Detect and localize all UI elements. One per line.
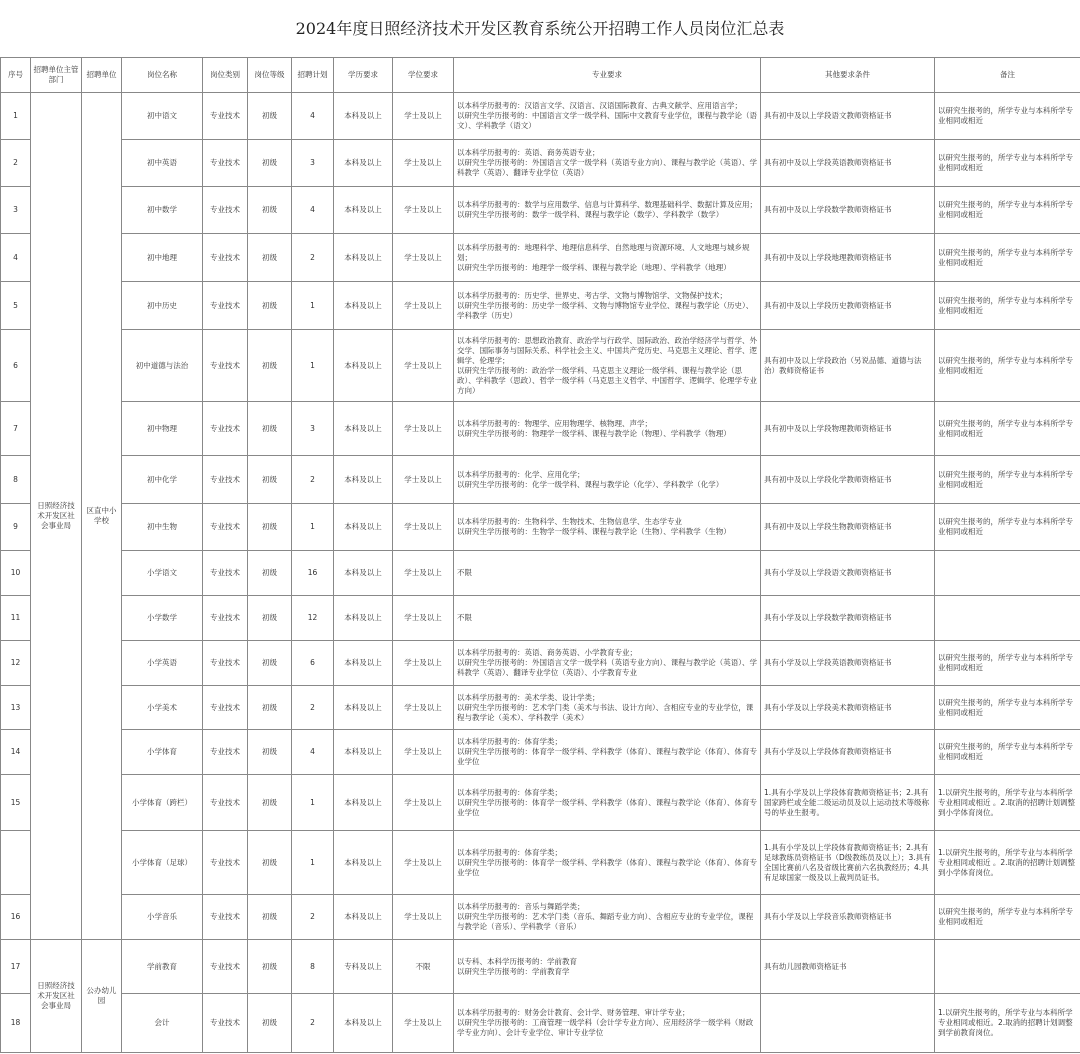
major-line: 以研究生学历报考的：体育学一级学科、学科教学（体育）、课程与教学论（体育）、体育专业学位 [457,797,757,817]
cell-category: 专业技术 [203,940,248,994]
major-line: 以本科学历报考的：英语、商务英语、小学教育专业； [457,648,637,657]
header-plan: 招聘计划 [292,58,334,93]
cell-major [454,504,761,551]
cell-education: 本科及以上 [334,504,393,551]
major-line: 以本科学历报考的：美术学类、设计学类； [457,692,600,702]
major-line: 以专科、本科学历报考的：学前教育 [457,956,577,966]
cell-category: 专业技术 [203,187,248,234]
cell-category: 专业技术 [203,596,248,641]
cell-other: 具有小学及以上学段音乐教师资格证书 [761,895,935,940]
cell-major [454,456,761,504]
cell-seq: 11 [1,596,31,641]
cell-category: 专业技术 [203,730,248,775]
cell-seq [1,831,31,895]
cell-seq: 1 [1,93,31,140]
cell-major [454,187,761,234]
cell-level: 初级 [248,641,292,686]
cell-major [454,596,761,641]
cell-level: 初级 [248,686,292,730]
cell-post: 小学语文 [122,551,203,596]
cell-level: 初级 [248,895,292,940]
cell-plan: 2 [292,456,334,504]
cell-category: 专业技术 [203,456,248,504]
cell-note: 以研究生报考的，所学专业与本科所学专业相同或相近 [935,234,1080,282]
cell-other: 具有初中及以上学段化学教师资格证书 [761,456,935,504]
major-line: 以研究生学历报考的：生物学一级学科、课程与教学论（生物）、学科教学（生物） [457,527,731,536]
cell-degree: 学士及以上 [393,831,454,895]
cell-education: 本科及以上 [334,140,393,187]
cell-major [454,940,761,994]
header-level: 岗位等级 [248,58,292,93]
cell-category: 专业技术 [203,140,248,187]
cell-major [454,831,761,895]
cell-major [454,730,761,775]
cell-degree: 学士及以上 [393,140,454,187]
cell-seq: 6 [1,330,31,402]
cell-education: 本科及以上 [334,831,393,895]
cell-post: 小学体育（跨栏） [122,775,203,831]
major-line: 不限 [457,568,472,577]
cell-level: 初级 [248,730,292,775]
cell-post: 小学美术 [122,686,203,730]
cell-category: 专业技术 [203,775,248,831]
cell-note: 以研究生报考的，所学专业与本科所学专业相同或相近 [935,504,1080,551]
major-line: 以本科学历报考的：思想政治教育、政治学与行政学、国际政治、政治学经济学与哲学、外交学、国际事务与国际关系、科学社会主义、中国共产党历史、马克思主义理论、哲学、逻辑学、伦理学； [457,335,757,365]
cell-post: 小学音乐 [122,895,203,940]
cell-category: 专业技术 [203,282,248,330]
cell-level: 初级 [248,596,292,641]
table-row [1,93,1080,140]
cell-plan: 2 [292,686,334,730]
cell-unit: 公办幼儿园 [82,940,122,1053]
cell-plan: 1 [292,330,334,402]
cell-major [454,994,761,1053]
cell-degree: 学士及以上 [393,994,454,1053]
cell-education: 本科及以上 [334,686,393,730]
cell-post: 初中化学 [122,456,203,504]
cell-education: 本科及以上 [334,330,393,402]
cell-degree: 学士及以上 [393,775,454,831]
major-line: 以本科学历报考的：化学、应用化学； [457,469,585,479]
cell-degree: 学士及以上 [393,330,454,402]
cell-note [935,940,1080,994]
cell-education: 本科及以上 [334,551,393,596]
cell-note [935,551,1080,596]
major-line: 以本科学历报考的：地理科学、地理信息科学、自然地理与资源环境、人文地理与城乡规划； [457,242,750,262]
table-row [1,551,1080,596]
major-line: 以本科学历报考的：体育学类； [457,737,562,746]
major-line: 以研究生学历报考的：学前教育学 [457,966,570,976]
major-line: 以研究生学历报考的：政治学一级学科、马克思主义理论一级学科、课程与教学论（思政）、学科教学（思政）、哲学一级学科（马克思主义哲学、中国哲学、逻辑学、伦理学专业方向） [457,365,757,395]
major-line: 以本科学历报考的：体育学类； [457,787,562,797]
cell-education: 本科及以上 [334,641,393,686]
header-major: 专业要求 [454,58,761,93]
header-other: 其他要求条件 [761,58,935,93]
cell-plan: 12 [292,596,334,641]
cell-note: 1.以研究生报考的，所学专业与本科所学专业相同或相近。2.取消的招聘计划调整到学前教育岗位。 [935,994,1080,1053]
cell-seq: 3 [1,187,31,234]
cell-plan: 3 [292,402,334,456]
cell-note: 以研究生报考的，所学专业与本科所学专业相同或相近 [935,641,1080,686]
cell-plan: 3 [292,140,334,187]
cell-post: 初中地理 [122,234,203,282]
cell-degree: 学士及以上 [393,456,454,504]
cell-degree: 学士及以上 [393,596,454,641]
table-row [1,504,1080,551]
cell-plan: 6 [292,641,334,686]
cell-major [454,330,761,402]
cell-plan: 2 [292,234,334,282]
cell-level: 初级 [248,402,292,456]
header-post: 岗位名称 [122,58,203,93]
cell-post: 初中英语 [122,140,203,187]
major-line: 以研究生学历报考的：历史学一级学科、文物与博物馆专业学位、课程与教学论（历史）、学科教学（历史） [457,300,754,320]
cell-plan: 1 [292,831,334,895]
cell-major [454,895,761,940]
table-row [1,234,1080,282]
cell-degree: 学士及以上 [393,551,454,596]
cell-other: 具有小学及以上学段美术教师资格证书 [761,686,935,730]
recruitment-table [0,57,1080,1053]
cell-category: 专业技术 [203,234,248,282]
table-row [1,686,1080,730]
cell-major [454,641,761,686]
major-line: 以本科学历报考的：英语、商务英语专业； [457,148,600,157]
cell-other: 1.具有小学及以上学段体育教师资格证书；2.具有国家跨栏或全能二级运动员及以上运动技术等级称号的毕业生报考。 [761,775,935,831]
cell-category: 专业技术 [203,641,248,686]
cell-category: 专业技术 [203,330,248,402]
cell-note: 1.以研究生报考的，所学专业与本科所学专业相同或相近 。2.取消的招聘计划调整到小学体育岗位。 [935,775,1080,831]
cell-seq: 5 [1,282,31,330]
cell-category: 专业技术 [203,686,248,730]
major-line: 以研究生学历报考的：数学一级学科、课程与教学论（数学）、学科教学（数学） [457,210,724,219]
cell-seq: 18 [1,994,31,1053]
cell-note: 以研究生报考的，所学专业与本科所学专业相同或相近 [935,730,1080,775]
table-row [1,831,1080,895]
cell-seq: 8 [1,456,31,504]
cell-other: 具有初中及以上学段英语教师资格证书 [761,140,935,187]
cell-note: 以研究生报考的，所学专业与本科所学专业相同或相近 [935,895,1080,940]
cell-degree: 学士及以上 [393,641,454,686]
cell-education: 本科及以上 [334,775,393,831]
cell-category: 专业技术 [203,551,248,596]
major-line: 以本科学历报考的：物理学、应用物理学、核物理、声学； [457,418,652,428]
cell-education: 本科及以上 [334,596,393,641]
header-category: 岗位类别 [203,58,248,93]
major-line: 不限 [457,613,472,622]
major-line: 以研究生学历报考的：艺术学门类（美术与书法、设计方向）、含相应专业的专业学位，课程与教学论（美术）、学科教学（美术） [457,702,754,722]
cell-education: 本科及以上 [334,187,393,234]
cell-other: 具有小学及以上学段英语教师资格证书 [761,641,935,686]
table-row [1,775,1080,831]
cell-category: 专业技术 [203,994,248,1053]
cell-level: 初级 [248,140,292,187]
cell-level: 初级 [248,775,292,831]
cell-education: 本科及以上 [334,93,393,140]
cell-plan: 1 [292,775,334,831]
cell-seq: 16 [1,895,31,940]
cell-level: 初级 [248,831,292,895]
cell-major [454,140,761,187]
cell-major [454,686,761,730]
cell-other: 具有初中及以上学段政治（另说品德、道德与法治）教师资格证书 [761,330,935,402]
header-unit: 招聘单位 [82,58,122,93]
cell-education: 本科及以上 [334,730,393,775]
cell-plan: 16 [292,551,334,596]
header-seq: 序号 [1,58,31,93]
table-row [1,282,1080,330]
cell-unit: 区直中小学校 [82,93,122,940]
cell-degree: 学士及以上 [393,93,454,140]
table-body [1,93,1080,1053]
cell-seq: 15 [1,775,31,831]
header-degree: 学位要求 [393,58,454,93]
header-note: 备注 [935,58,1080,93]
cell-education: 本科及以上 [334,895,393,940]
major-line: 以本科学历报考的：音乐与舞蹈学类； [457,902,585,911]
cell-education: 本科及以上 [334,456,393,504]
cell-major [454,282,761,330]
cell-unit-dept: 日照经济技术开发区社会事业局 [31,940,82,1053]
cell-category: 专业技术 [203,831,248,895]
cell-category: 专业技术 [203,504,248,551]
cell-education: 专科及以上 [334,940,393,994]
cell-seq: 14 [1,730,31,775]
major-line: 以研究生学历报考的：地理学一级学科、课程与教学论（地理）、学科教学（地理） [457,262,731,272]
cell-level: 初级 [248,456,292,504]
cell-post: 小学英语 [122,641,203,686]
cell-post: 初中道德与法治 [122,330,203,402]
cell-seq: 4 [1,234,31,282]
table-row [1,994,1080,1053]
table-row [1,187,1080,234]
cell-level: 初级 [248,504,292,551]
cell-degree: 学士及以上 [393,895,454,940]
cell-note [935,596,1080,641]
cell-major [454,93,761,140]
cell-note: 以研究生报考的，所学专业与本科所学专业相同或相近 [935,402,1080,456]
cell-unit-dept: 日照经济技术开发区社会事业局 [31,93,82,940]
major-line: 以研究生学历报考的：外国语言文学一级学科（英语专业方向）、课程与教学论（英语）、学科教学（英语）、翻译专业学位（英语） [457,158,757,177]
major-line: 以研究生学历报考的：体育学一级学科、学科教学（体育）、课程与教学论（体育）、体育专业学位 [457,747,757,766]
cell-post: 初中物理 [122,402,203,456]
cell-education: 本科及以上 [334,402,393,456]
cell-plan: 8 [292,940,334,994]
cell-other: 具有初中及以上学段数学教师资格证书 [761,187,935,234]
cell-level: 初级 [248,330,292,402]
cell-degree: 学士及以上 [393,730,454,775]
table-row [1,456,1080,504]
cell-plan: 1 [292,282,334,330]
table-row [1,330,1080,402]
cell-plan: 2 [292,895,334,940]
cell-plan: 1 [292,504,334,551]
cell-major [454,234,761,282]
cell-post: 会计 [122,994,203,1053]
table-row [1,730,1080,775]
major-line: 以本科学历报考的：财务会计教育、会计学、财务管理、审计学专业； [457,1008,690,1017]
table-row [1,895,1080,940]
cell-post: 小学体育（足球） [122,831,203,895]
cell-seq: 9 [1,504,31,551]
cell-other: 具有小学及以上学段体育教师资格证书 [761,730,935,775]
cell-seq: 13 [1,686,31,730]
cell-note: 以研究生报考的，所学专业与本科所学专业相同或相近 [935,456,1080,504]
cell-other: 具有初中及以上学段物理教师资格证书 [761,402,935,456]
cell-note: 以研究生报考的，所学专业与本科所学专业相同或相近 [935,686,1080,730]
cell-other: 具有初中及以上学段历史教师资格证书 [761,282,935,330]
cell-other: 具有初中及以上学段生物教师资格证书 [761,504,935,551]
cell-category: 专业技术 [203,402,248,456]
cell-degree: 学士及以上 [393,234,454,282]
cell-seq: 17 [1,940,31,994]
major-line: 以研究生学历报考的：艺术学门类（音乐、舞蹈专业方向）、含相应专业的专业学位，课程与教学论（音乐）、学科教学（音乐） [457,912,754,931]
cell-plan: 4 [292,730,334,775]
cell-seq: 10 [1,551,31,596]
cell-other [761,994,935,1053]
cell-level: 初级 [248,551,292,596]
cell-other: 具有初中及以上学段地理教师资格证书 [761,234,935,282]
cell-seq: 2 [1,140,31,187]
cell-degree: 学士及以上 [393,504,454,551]
cell-major [454,775,761,831]
cell-category: 专业技术 [203,895,248,940]
page-title: 2024年度日照经济技术开发区教育系统公开招聘工作人员岗位汇总表 [295,19,785,38]
header-unit-dept: 招聘单位主管部门 [31,58,82,93]
cell-post: 初中数学 [122,187,203,234]
major-line: 以本科学历报考的：数学与应用数学、信息与计算科学、数理基础科学、数据计算及应用； [457,200,757,209]
cell-plan: 4 [292,187,334,234]
cell-post: 初中语文 [122,93,203,140]
cell-education: 本科及以上 [334,994,393,1053]
cell-note: 1.以研究生报考的，所学专业与本科所学专业相同或相近 。2.取消的招聘计划调整到小学体育岗位。 [935,831,1080,895]
cell-plan: 2 [292,994,334,1053]
cell-major [454,551,761,596]
cell-degree: 学士及以上 [393,187,454,234]
cell-level: 初级 [248,282,292,330]
cell-education: 本科及以上 [334,282,393,330]
cell-note: 以研究生报考的，所学专业与本科所学专业相同或相近 [935,330,1080,402]
major-line: 以研究生学历报考的：工商管理一级学科（会计学专业方向）、应用经济学一级学科（财政学专业方向）、会计专业学位、审计专业学位 [457,1018,754,1037]
major-line: 以研究生学历报考的：中国语言文学一级学科、国际中文教育专业学位，课程与教学论（语文）、学科教学（语文） [457,111,757,130]
cell-post: 学前教育 [122,940,203,994]
major-line: 以本科学历报考的：生物科学、生物技术、生物信息学、生态学专业 [457,517,682,526]
major-line: 以研究生学历报考的：外国语言文学一级学科（英语专业方向）、课程与教学论（英语）、学科教学（英语）、翻译专业学位（英语）、小学教育专业 [457,658,757,677]
cell-note: 以研究生报考的，所学专业与本科所学专业相同或相近 [935,282,1080,330]
header-education: 学历要求 [334,58,393,93]
cell-category: 专业技术 [203,93,248,140]
cell-degree: 学士及以上 [393,282,454,330]
cell-other: 具有小学及以上学段语文教师资格证书 [761,551,935,596]
table-row [1,940,1080,994]
cell-post: 初中历史 [122,282,203,330]
cell-degree: 学士及以上 [393,402,454,456]
cell-education: 本科及以上 [334,234,393,282]
major-line: 以本科学历报考的：历史学、世界史、考古学、文物与博物馆学、文物保护技术； [457,290,727,300]
major-line: 以研究生学历报考的：体育学一级学科、学科教学（体育）、课程与教学论（体育）、体育专业学位 [457,857,757,877]
cell-other: 具有幼儿园教师资格证书 [761,940,935,994]
cell-level: 初级 [248,187,292,234]
cell-degree: 学士及以上 [393,686,454,730]
table-row [1,596,1080,641]
table-row [1,641,1080,686]
cell-level: 初级 [248,994,292,1053]
cell-note: 以研究生报考的，所学专业与本科所学专业相同或相近 [935,187,1080,234]
major-line: 以研究生学历报考的：化学一级学科、课程与教学论（化学）、学科教学（化学） [457,479,724,489]
cell-post: 初中生物 [122,504,203,551]
cell-plan: 4 [292,93,334,140]
cell-other: 具有小学及以上学段数学教师资格证书 [761,596,935,641]
cell-note: 以研究生报考的，所学专业与本科所学专业相同或相近 [935,140,1080,187]
header-row [1,58,1080,93]
table-row [1,140,1080,187]
cell-other: 具有初中及以上学段语文教师资格证书 [761,93,935,140]
cell-other: 1.具有小学及以上学段体育教师资格证书；2.具有足球教练员资格证书（D级教练员及以上）；3.具有全国比赛前八名及省级比赛前六名执教经历；4.具有足球国家一级及以上裁判员证书。 [761,831,935,895]
cell-level: 初级 [248,940,292,994]
table-row [1,402,1080,456]
cell-post: 小学数学 [122,596,203,641]
cell-seq: 7 [1,402,31,456]
major-line: 以研究生学历报考的：物理学一级学科、课程与教学论（物理）、学科教学（物理） [457,428,731,438]
cell-major [454,402,761,456]
major-line: 以本科学历报考的：汉语言文学、汉语言、汉语国际教育、古典文献学、应用语言学； [457,101,742,110]
cell-level: 初级 [248,93,292,140]
cell-level: 初级 [248,234,292,282]
cell-note: 以研究生报考的，所学专业与本科所学专业相同或相近 [935,93,1080,140]
major-line: 以本科学历报考的：体育学类； [457,847,562,857]
cell-post: 小学体育 [122,730,203,775]
cell-seq: 12 [1,641,31,686]
cell-degree: 不限 [393,940,454,994]
